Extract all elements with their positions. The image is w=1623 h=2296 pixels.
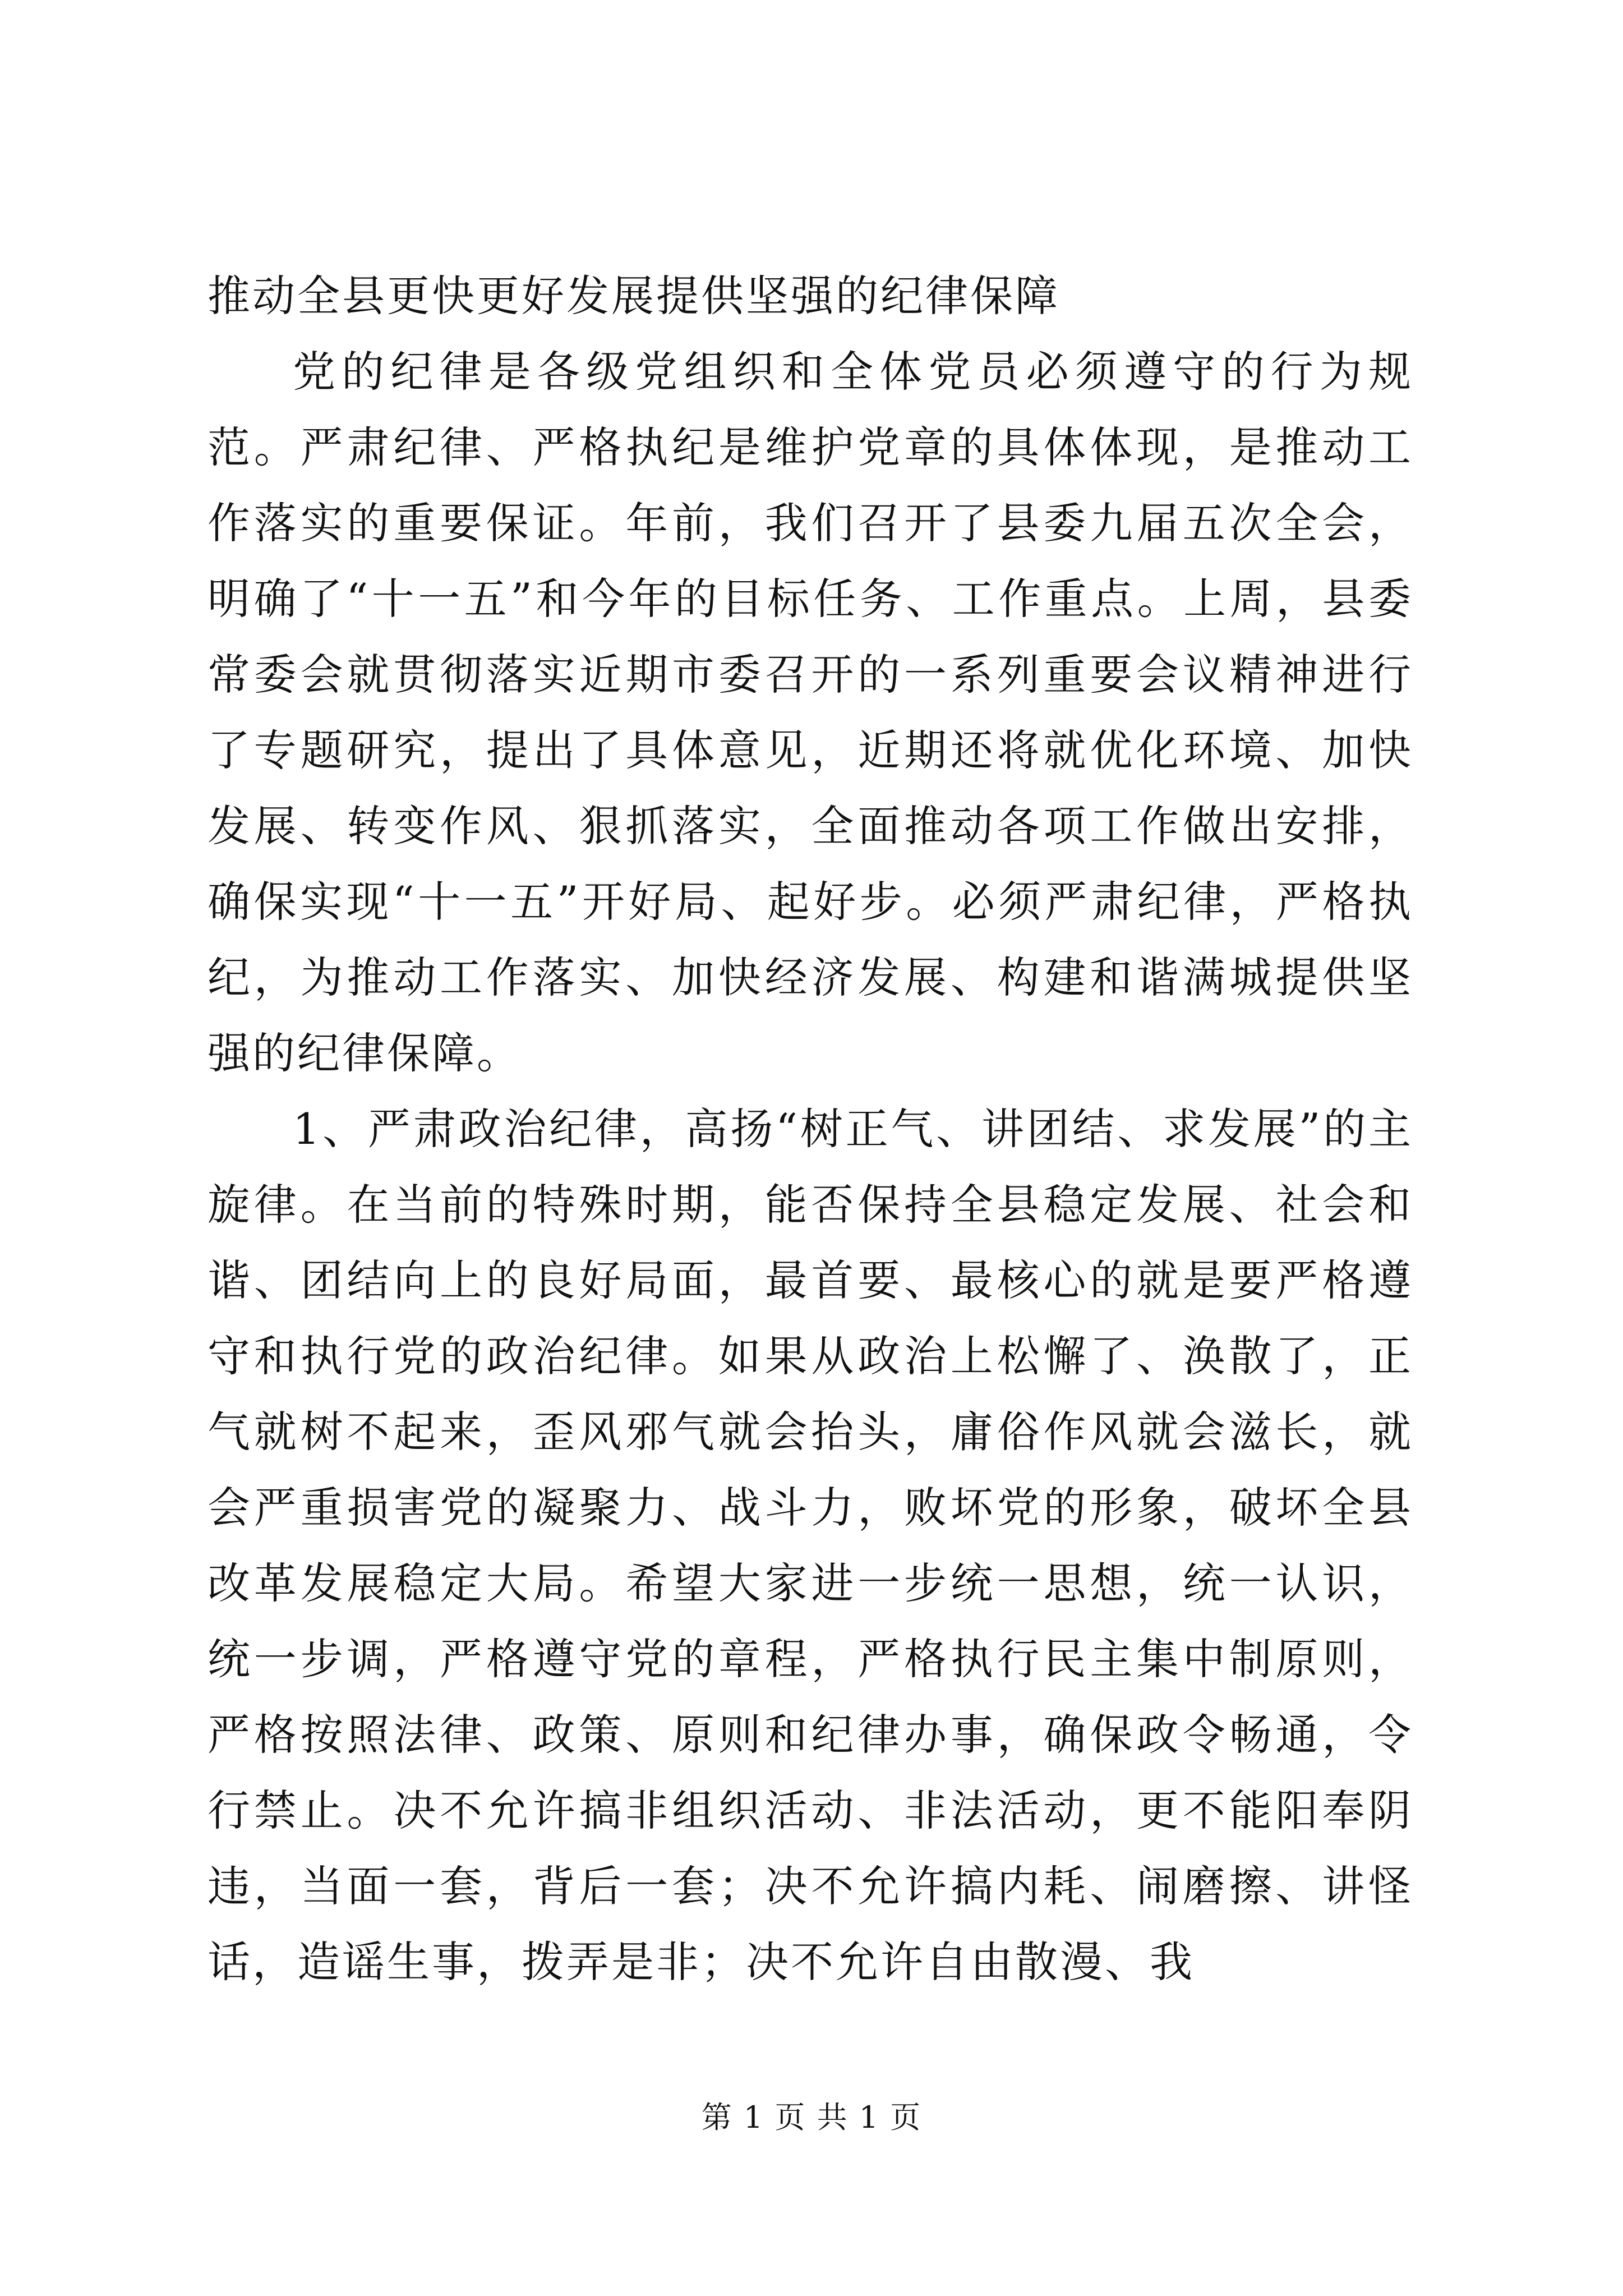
- page-number-footer: 第 1 页 共 1 页: [701, 2100, 922, 2135]
- document-body: [208, 258, 1413, 2000]
- document-title: 推动全县更快更好发展提供坚强的纪律保障: [208, 271, 1060, 321]
- paragraph-1: 党的纪律是各级党组织和全体党员必须遵守的行为规范。严肃纪律、严格执纪是维护党章的具体体现，是推动工作落实的重要保证。年前，我们召开了县委九届五次全会，明确了“十一五”和今年的目标任务、工作重点。上周，县委常委会就贯彻落实近期市委召开的一系列重要会议精神进行了专题研究，提出了具体意见，近期还将就优化环境、加快发展、转变作风、狠抓落实，全面推动各项工作做出安排，确保实现“十一五”开好局、起好步。必须严肃纪律，严格执纪，为推动工作落实、加快经济发展、构建和谐满城提供坚强的纪律保障。: [208, 347, 1413, 1078]
- paragraph-2: 1、严肃政治纪律，高扬“树正气、讲团结、求发展”的主旋律。在当前的特殊时期，能否保持全县稳定发展、社会和谐、团结向上的良好局面，最首要、最核心的就是要严格遵守和执行党的政治纪律。如果从政治上松懈了、涣散了，正气就树不起来，歪风邪气就会抬头，庸俗作风就会滋长，就会严重损害党的凝聚力、战斗力，败坏党的形象，破坏全县改革发展稳定大局。希望大家进一步统一思想，统一认识，统一步调，严格遵守党的章程，严格执行民主集中制原则，严格按照法律、政策、原则和纪律办事，确保政令畅通，令行禁止。决不允许搞非组织活动、非法活动，更不能阳奉阴违，当面一套，背后一套；决不允许搞内耗、闹磨擦、讲怪话，造谣生事，拨弄是非；决不允许自由散漫、我: [208, 1104, 1413, 1987]
